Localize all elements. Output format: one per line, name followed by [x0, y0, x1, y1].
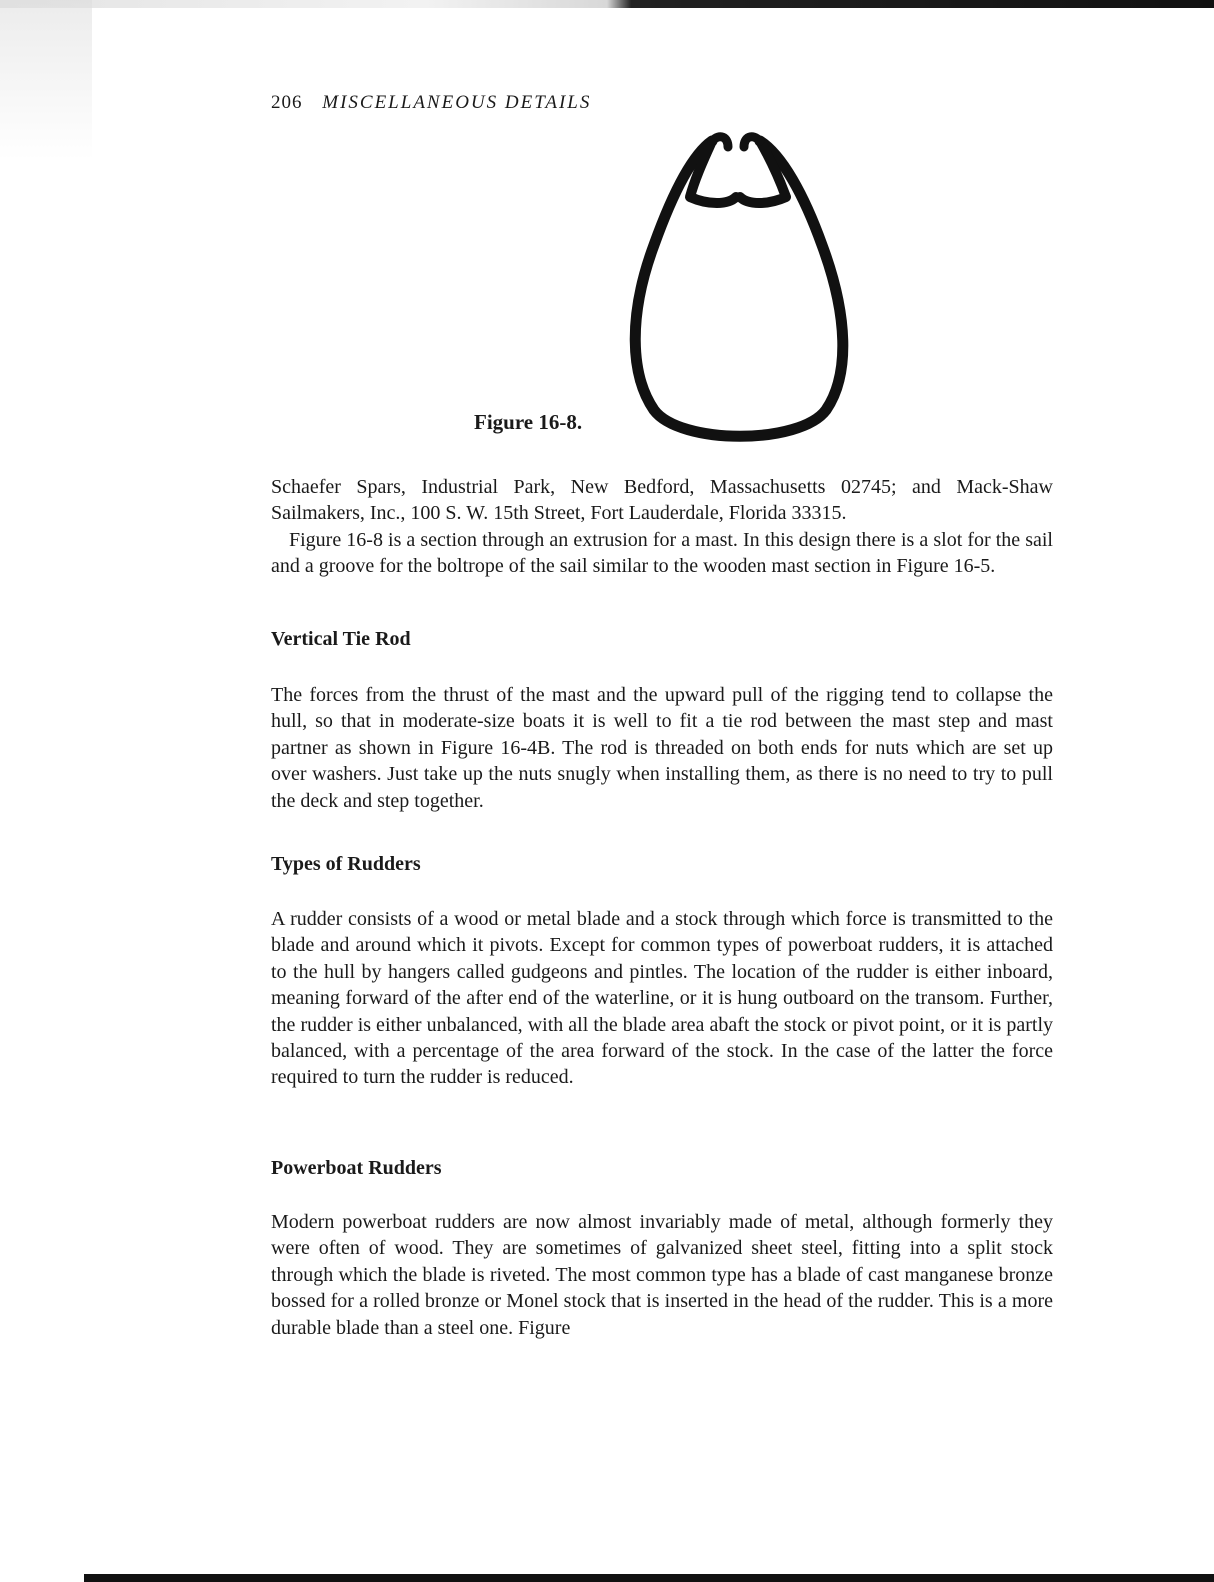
mast-extrusion-outline — [635, 141, 843, 436]
figure-caption: Figure 16-8. — [474, 410, 583, 434]
mast-section-figure — [610, 125, 870, 455]
intro-paragraph-2: Figure 16-8 is a section through an extrusion for a mast. In this design there is a slot for the sail and a groove for the boltrope of the sail similar to the wooden mast section in Figure 16-5. — [271, 528, 1053, 578]
section-paragraph: Modern powerboat rudders are now almost invariably made of metal, although formerly they were often of wood. They are sometimes of galvanized sheet steel, fitting into a split stock through which the blade is riveted. The most common type has a blade of cast manganese bronze bossed for a rolled bronze or Monel stock that is inserted in the head of the rudder. This is a more durable blade than a steel one. Figure — [271, 1211, 1053, 1339]
section-body-types-of-rudders — [271, 906, 1053, 1091]
intro-paragraph-1: Schaefer Spars, Industrial Park, New Bedford, Massachusetts 02745; and Mack-Shaw Sailmakers, Inc., 100 S. W. 15th Street, Fort Lauderdale, Florida 33315. — [271, 476, 1053, 525]
section-body-vertical-tie-rod — [271, 682, 1053, 814]
running-head — [271, 92, 591, 114]
section-heading-types-of-rudders: Types of Rudders — [271, 853, 421, 875]
scan-shadow-left — [0, 0, 92, 160]
page-number: 206 — [271, 92, 303, 113]
section-heading-vertical-tie-rod: Vertical Tie Rod — [271, 628, 411, 650]
intro-text — [271, 474, 1053, 580]
scan-edge-top — [0, 0, 1214, 8]
section-paragraph: The forces from the thrust of the mast and the upward pull of the rigging tend to collapse the hull, so that in moderate-size boats it is well to fit a tie rod between the mast step and mast partner as shown in Figure 16-4B. The rod is threaded on both ends for nuts which are set up over washers. Just take up the nuts snugly when installing them, as there is no need to try to pull the deck and step together. — [271, 684, 1053, 812]
section-heading-powerboat-rudders: Powerboat Rudders — [271, 1157, 442, 1179]
scan-edge-bottom — [84, 1574, 1214, 1582]
section-body-powerboat-rudders — [271, 1209, 1053, 1341]
section-paragraph: A rudder consists of a wood or metal blade and a stock through which force is transmitted to the blade and around which it pivots. Except for common types of powerboat rudders, it is attached to the hull by hangers called gudgeons and pintles. The location of the rudder is either inboard, meaning forward of the after end of the waterline, or it is hung outboard on the transom. Further, the rudder is either unbalanced, with all the blade area abaft the stock or pivot point, or it is partly balanced, with a percentage of the area forward of the stock. In the case of the latter the force required to turn the rudder is reduced. — [271, 908, 1053, 1089]
chapter-title: MISCELLANEOUS DETAILS — [322, 92, 592, 113]
